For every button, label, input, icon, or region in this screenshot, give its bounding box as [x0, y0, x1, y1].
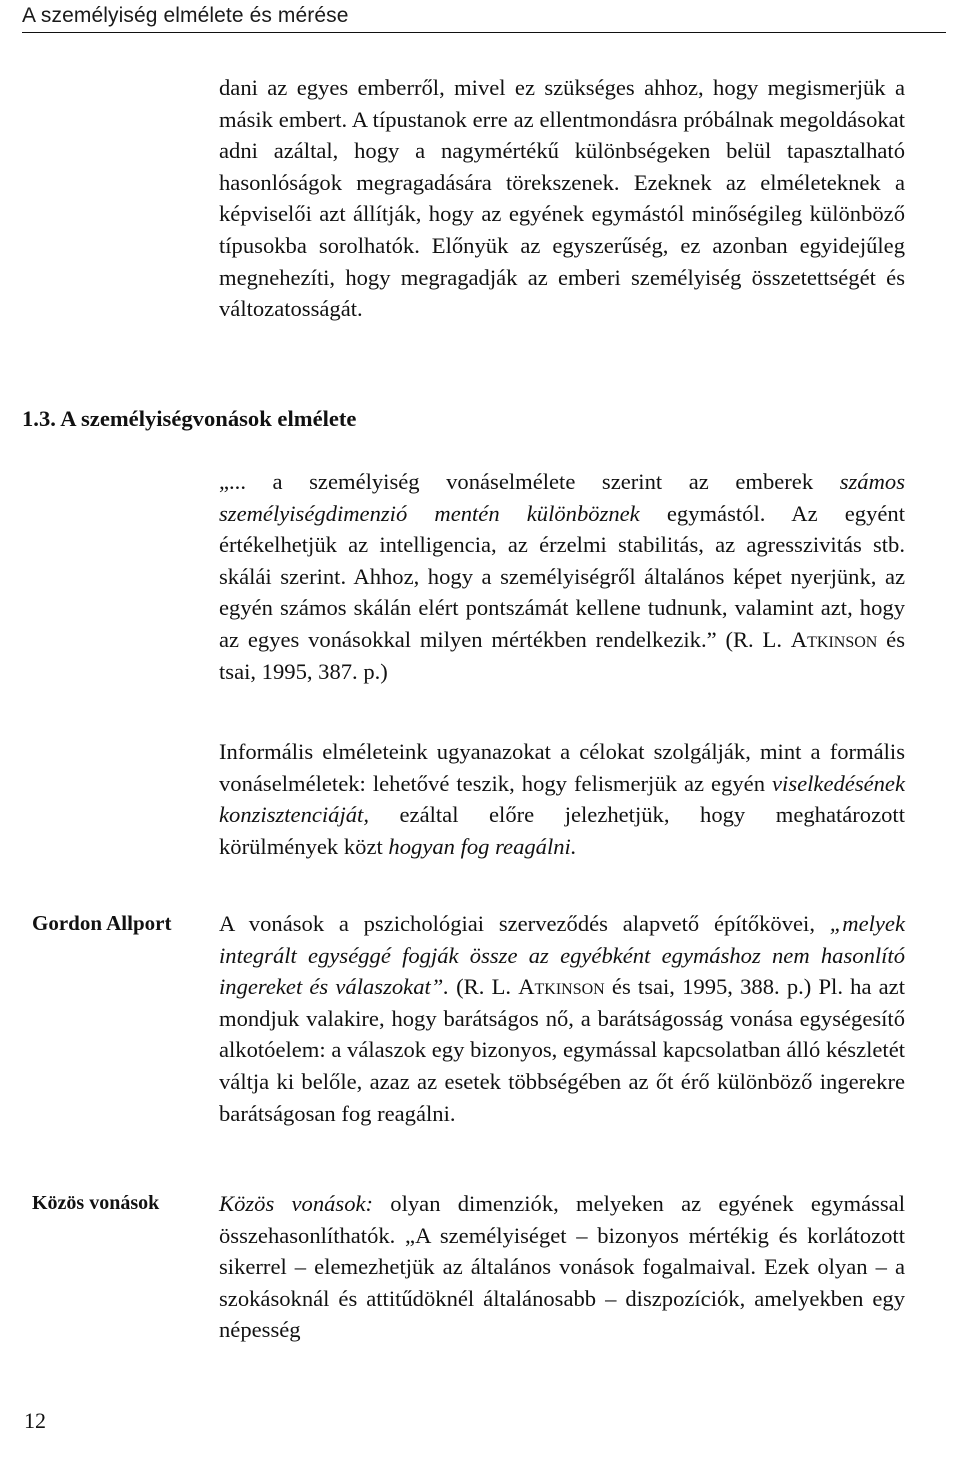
paragraph-common-traits [219, 1188, 905, 1346]
paragraph-allport [219, 908, 905, 1129]
quote-text-3: és tsai, 1995, 387. p.) [219, 626, 905, 684]
p3-italic-1: viselkedésének konzisztenciáját, [219, 770, 905, 828]
p4-italic-1: „melyek integrált egységgé fogják össze az egyébként egymáshoz nem hasonlító ingereket és válaszokat”. [219, 911, 905, 1000]
p3-text-1: Informális elméleteink ugyanazokat a célokat szolgálják, mint a formális vonáselméletek: lehetővé teszik, hogy felismerjük az egyén [219, 739, 905, 796]
p4-text-2: (R. L. [448, 974, 519, 1000]
quote-author: Atkinson [790, 626, 878, 652]
margin-note-gordon-allport: Gordon Allport [32, 911, 172, 935]
quote-text-2: egymástól. Az egyént értékelhetjük az intelligencia, az érzelmi stabilitás, az agresszivitás stb. skálái szerint. Ahhoz, hogy a személyiségről általános képet nyerjünk, az egyén számos skálán elért pontszámát kellene tudnunk, valamint azt, hogy az egyes vonásokkal milyen mértékben rendelkezik.” (R. L. [219, 500, 905, 652]
p3-text-2: ezáltal előre jelezhetjük, hogy meghatározott körülmények közt [219, 802, 905, 859]
paragraph-typology: dani az egyes emberről, mivel ez szükséges ahhoz, hogy megismerjük a másik embert. A típustanok erre az ellentmondásra próbálnak megoldásokat adni azáltal, hogy a nagymértékű különbségeken belül tapasztalható hasonlóságok megragadására törekszenek. Ezeknek az elméleteknek a képviselői azt állítják, hogy az egyének egymástól minőségileg különböző típusokba sorolhatók. Előnyük az egyszerűség, ez azonban egyidejűleg megnehezíti, hogy megragadják az emberi személyiség összetettségét és változatosságát. [219, 75, 905, 322]
p5-text-1: olyan dimenziók, melyeken az egyének egymással összehasonlíthatók. „A személyiséget – bizonyos mértékig és korlátozott sikerrel – elemezhetjük az általános vonások fogalmaival. Ezek olyan – a szokásoknál és attitűdöknél általánosabb – diszpozíciók, amelyekben egy népesség [219, 1191, 905, 1343]
quote-paragraph [219, 466, 905, 687]
p4-text-1: A vonások a pszichológiai szerveződés alapvető építőkövei, [219, 911, 830, 936]
page-number: 12 [24, 1408, 46, 1433]
running-title: A személyiség elmélete és mérése [22, 4, 349, 27]
p4-author: Atkinson [518, 974, 605, 1000]
header-rule [22, 32, 946, 33]
margin-note-kozos-vonasok: Közös vonások [32, 1192, 160, 1214]
p5-italic-1: Közös vonások: [219, 1191, 374, 1216]
p4-text-3: és tsai, 1995, 388. p.) Pl. ha azt mondjuk valakire, hogy barátságos nő, a barátságosság vonása egységesítő alkotóelem: a válaszok egy bizonyos, egymással kapcsolatban álló készletét váltja ki belőle, azaz az esetek többségében az őt érő különböző ingerekre barátságosan fog reagálni. [219, 974, 905, 1126]
p3-italic-2: hogyan fog reagálni. [388, 833, 577, 859]
quote-text-1: „... a személyiség vonáselmélete szerint az emberek [219, 469, 840, 494]
section-heading: 1.3. A személyiségvonások elmélete [22, 406, 357, 431]
paragraph-informal-theories [219, 736, 905, 862]
quote-italic-1: számos személyiségdimenzió mentén különböznek [219, 469, 905, 526]
